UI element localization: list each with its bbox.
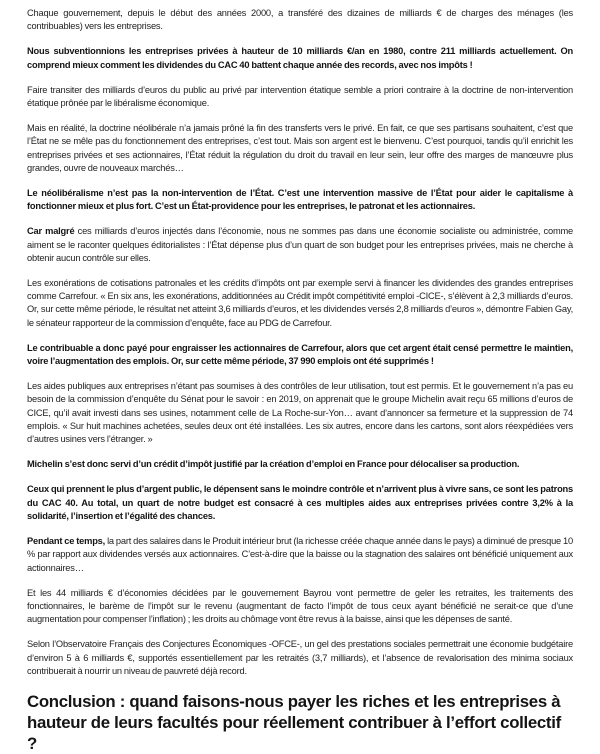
paragraph [27, 122, 573, 175]
paragraph-bold-text: Car malgré [27, 226, 78, 237]
paragraph [27, 277, 573, 330]
paragraph-regular-text: Selon l’Observatoire Français des Conjectures Économiques -OFCE-, un gel des prestations sociales permettrait une économie budgétaire d’environ 5 à 6 milliards €, supportés essentiellement par les retraités (3,7 milliards), et l’absence de revalorisation des minima sociaux contribuerait à nourrir un niveau de pauvreté déjà record. [27, 639, 573, 676]
paragraph [27, 483, 573, 523]
paragraph-bold-text: Le contribuable a donc payé pour engraisser les actionnaires de Carrefour, alors que cet argent était censé permettre le maintien, voire l’augmentation des emplois. Or, sur cette même période, 37 990 emplois ont été supprimés ! [27, 342, 573, 367]
paragraph-bold-text: Pendant ce temps, [27, 536, 108, 547]
paragraph-bold-text: Ceux qui prennent le plus d’argent public, le dépensent sans le moindre contrôle et n’arrivent plus à vivre sans, ce sont les patrons du CAC 40. Au total, un quart de notre budget est consacré à ces multiples aides aux entreprises privées contre 3,2% à la solidarité, l’insertion et l’égalité des chances. [27, 484, 573, 521]
paragraph [27, 638, 573, 678]
paragraph-regular-text: Chaque gouvernement, depuis le début des années 2000, a transféré des dizaines de milliards € de charges des ménages (les contribuables) vers les entreprises. [27, 8, 573, 32]
paragraph-regular-text: Les exonérations de cotisations patronales et les crédits d’impôts ont par exemple servi à financer les dividendes des grandes entreprises comme Carrefour. « En six ans, les exonérations, additionnées au Crédit impôt compétitivité emploi -CICE-, s’élèvent à 2,3 milliards d’euros. Or, sur cette même période, le résultat net atteint 3,6 milliards d’euros, et les dividendes versés 2,8 milliards d’euros », démontre Fabien Gay, le sénateur rapporteur de la commission d’enquête, face au PDG de Carrefour. [27, 278, 573, 328]
paragraph [27, 458, 573, 471]
paragraph-regular-text: ces milliards d’euros injectés dans l’économie, nous ne sommes pas dans une économie socialiste ou administrée, comme aiment se le raconter quelques éditorialistes : l’État dépense plus d’un quart de son budget pour les entreprises privées, mais ne cherche à obtenir aucun contrôle sur elles. [27, 226, 574, 263]
paragraph [27, 45, 573, 71]
paragraph-regular-text: Faire transiter des milliards d’euros du public au privé par intervention étatique semble a priori contraire à la doctrine de non-intervention étatique prônée par le libéralisme économique. [27, 84, 573, 109]
paragraph-regular-text: Mais en réalité, la doctrine néolibérale n’a jamais prôné la fin des transferts vers le privé. En fait, ce que ses partisans souhaitent, c’est que l’État ne se mêle pas du fonctionnement des entreprises, c’est tout. Mais son argent est le bienvenu. C’est pourquoi, tandis qu’il enrichit les entreprises privées et ses actionnaires, l’État réduit la régulation du droit du travail en leur sein, leur offre des marges de manœuvre plus grandes, ouvre de nouveaux marchés… [27, 123, 573, 173]
paragraph-regular-text: la part des salaires dans le Produit intérieur brut (la richesse créée chaque année dans le pays) a diminué de presque 10 % par rapport aux dividendes versés aux actionnaires. C’est-à-dire que la baisse ou la stagnation des salaires ont bénéficié uniquement aux actionnaires… [27, 536, 573, 573]
conclusion-heading: Conclusion : quand faisons-nous payer les riches et les entreprises à hauteur de leurs facultés pour réellement contribuer à l’effort collectif ? [27, 691, 561, 753]
paragraph [27, 587, 573, 627]
paragraph-bold-text: Le néolibéralisme n’est pas la non-intervention de l’État. C’est une intervention massive de l’État pour aider le capitalisme à fonctionner mieux et plus fort. C’est un État-providence pour les entreprises, le patronat et les actionnaires. [27, 188, 573, 212]
paragraph [27, 380, 573, 446]
paragraph-bold-text: Nous subventionnions les entreprises privées à hauteur de 10 milliards €/an en 1980, contre 211 milliards actuellement. On comprend mieux comment les dividendes du CAC 40 battent chaque année des records, avec nos impôts ! [27, 46, 573, 70]
paragraph [27, 342, 573, 368]
paragraph [27, 225, 573, 265]
paragraph-regular-text: Et les 44 milliards € d’économies décidées par le gouvernement Bayrou vont permettre de geler les retraites, les traitements des fonctionnaires, le barème de l’impôt sur le revenu (augmentant de facto l’impôt de tous ceux ayant bénéficié ne serait-ce que d’une augmentation pour compenser l’inflation) ; les droits au chômage vont être revus à la baisse, ainsi que les dépenses de santé. [27, 587, 573, 625]
paragraph-bold-text: Michelin s’est donc servi d’un crédit d’impôt justifié par la création d’emploi en France pour délocaliser sa production. [27, 459, 520, 470]
paragraph [27, 187, 573, 213]
paragraph [27, 84, 573, 110]
paragraph-regular-text: Les aides publiques aux entreprises n’étant pas soumises à des contrôles de leur utilisation, tout est permis. Et le gouvernement n’a pas eu besoin de la commission d’enquête du Sénat pour le savoir : en 2019, on apprenait que le groupe Michelin avait reçu 65 millions d’euros de CICE, qu’il avait investi dans ses usines, notamment celle de La Roche-sur-Yon… avant d’annoncer sa fermeture et la suppression de 74 emplois. « Sur huit machines achetées, seules deux ont été installées. Les six autres, encore dans les cartons, sont alors réexpédiées vers d’autres usines vers l’étranger. » [27, 381, 573, 445]
paragraph [27, 7, 573, 33]
paragraph [27, 535, 573, 575]
